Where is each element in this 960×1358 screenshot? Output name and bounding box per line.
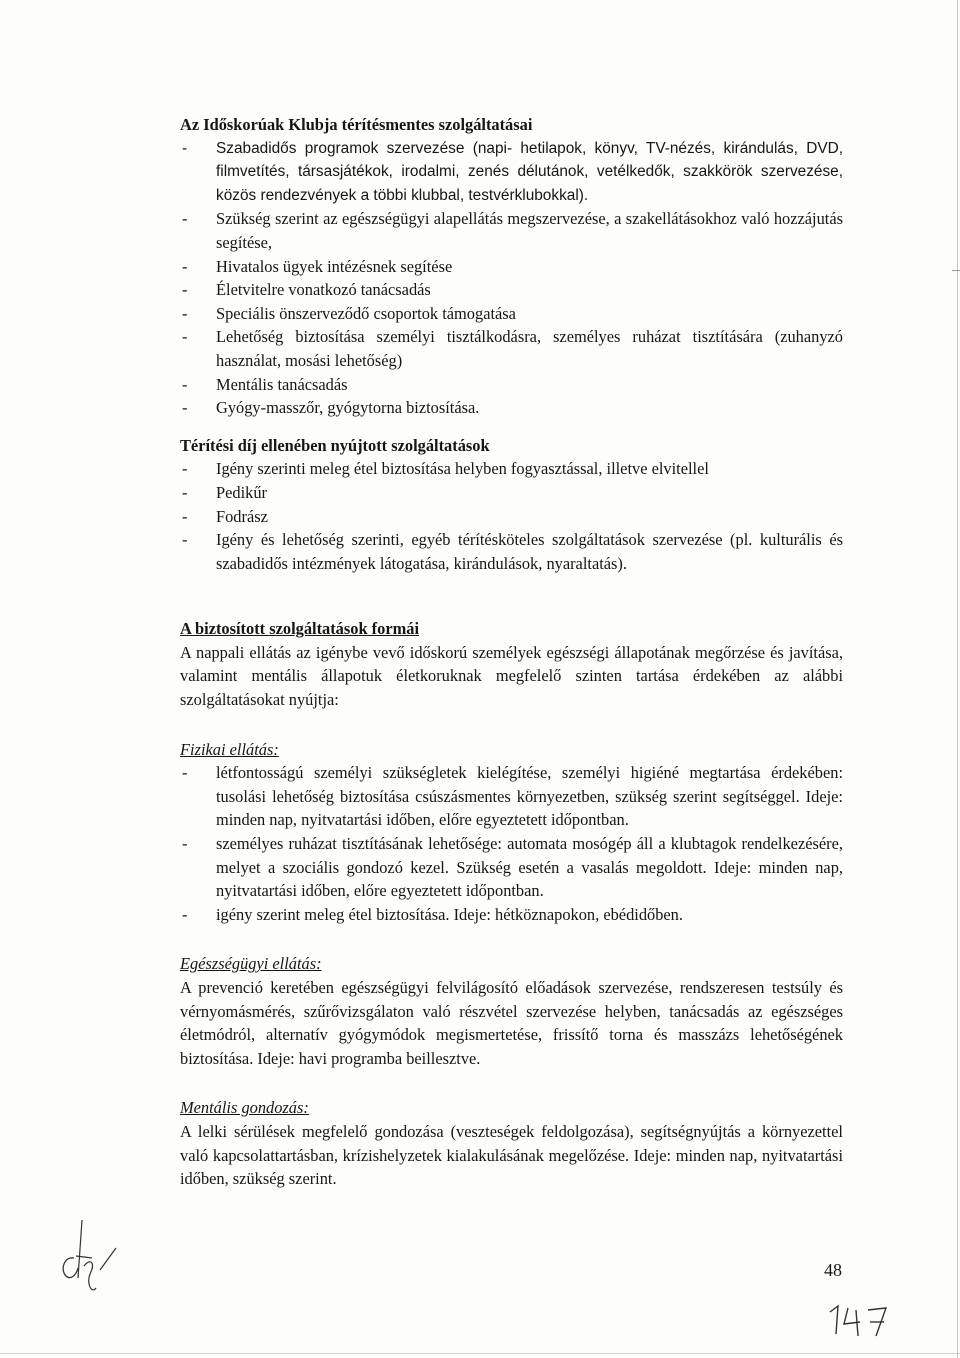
list-item: - Szükség szerint az egészségügyi alapellátás megszervezése, a szakellátásokhoz való hozzájutás segítése, — [180, 207, 843, 254]
list-item: - Életvitelre vonatkozó tanácsadás — [180, 278, 843, 302]
handwritten-page-number-text: 147 — [826, 1300, 828, 1301]
page-number: 48 — [824, 1260, 842, 1280]
handwritten-page-number — [826, 1300, 896, 1340]
scan-edge-bottom — [0, 1353, 960, 1354]
service-forms-intro: A nappali ellátás az igénybe vevő időskorú személyek egészségi állapotának megőrzése és javítása, valamint mentális állapotuk életkoruknak megfelelő szinten tartása érdekében az alábbi szolgáltatásokat nyújtja: — [180, 642, 843, 710]
section-title-free-services: Az Időskorúak Klubja térítésmentes szolgáltatásai — [180, 115, 533, 134]
free-services-list — [180, 137, 843, 420]
list-item: - létfontosságú személyi szükségletek kielégítése, személyi higiéné megtartása érdekében: tusolási lehetőség biztosítása csúszásmentes környezetben, szükség szerint segítséggel. Ideje: minden nap, nyitvatartási időben, előre egyeztetett időpontban. — [180, 761, 843, 832]
list-item: - Pedikűr — [180, 481, 843, 505]
section-title-paid-services: Térítési díj ellenében nyújtott szolgáltatások — [180, 435, 490, 455]
list-item: - Fodrász — [180, 505, 843, 529]
health-care-text: A prevenció keretében egészségügyi felvilágosító előadások szervezése, rendszeresen testsúly és vérnyomásmérés, szűrővizsgálaton való részvétel szervezése helyben, tanácsadás az egészséges életmódról, alternatív gyógymódok megismertetése, frissítő torna és masszázs lehetőségének biztosítása. Ideje: havi programba beillesztve. — [180, 978, 843, 1068]
paid-services-list — [180, 457, 843, 575]
scan-edge-right — [957, 0, 958, 1358]
list-item: - igény szerint meleg étel biztosítása. Ideje: hétköznapokon, ebédidőben. — [180, 903, 843, 927]
list-item: - személyes ruházat tisztításának lehetősége: automata mosógép áll a klubtagok rendelkezésére, melyet a szociális gondozó kezel. Szükség esetén a vasalás megoldott. Ideje: minden nap, nyitvatartási időben, előre egyeztetett időpontban. — [180, 832, 843, 903]
spacer — [180, 712, 843, 738]
physical-care-list — [180, 761, 843, 926]
subsection-title-physical-care: Fizikai ellátás: — [180, 739, 279, 759]
handwritten-signature — [52, 1218, 122, 1298]
list-item: - Igény szerinti meleg étel biztosítása helyben fogyasztással, illetve elvitellel — [180, 457, 843, 481]
list-item: - Igény és lehetőség szerinti, egyéb térítésköteles szolgáltatások szervezése (pl. kulturális és szabadidős intézmények látogatása, kirándulások, nyaraltatás). — [180, 528, 843, 575]
list-item: - Mentális tanácsadás — [180, 373, 843, 397]
document-body — [180, 113, 843, 1191]
subsection-title-health-care: Egészségügyi ellátás: — [180, 954, 322, 974]
mental-care-text: A lelki sérülések megfelelő gondozása (veszteségek feldolgozása), segítségnyújtás a környezettel való kapcsolattartásban, krízishelyzetek kialakulásának megelőzése. Ideje: minden nap, nyitvatartási időben, szükség szerint. — [180, 1121, 843, 1189]
list-item: - Szabadidős programok szervezése (napi- hetilapok, könyv, TV-nézés, kirándulás, DVD, filmvetítés, társasjátékok, irodalmi, zenés délutánok, vetélkedők, szakkörök szervezése, közös rendezvények a többi klubbal, testvérklubokkal). — [180, 137, 843, 208]
subsection-title-mental-care: Mentális gondozás: — [180, 1098, 309, 1118]
section-title-service-forms: A biztosított szolgáltatások formái — [180, 619, 420, 639]
list-item: - Lehetőség biztosítása személyi tisztálkodásra, személyes ruházat tisztítására (zuhanyzó használat, mosási lehetőség) — [180, 325, 843, 372]
list-item: - Gyógy-masszőr, gyógytorna biztosítása. — [180, 396, 843, 420]
spacer — [180, 575, 843, 617]
spacer — [180, 420, 843, 434]
list-item: - Hivatalos ügyek intézésnek segítése — [180, 255, 843, 279]
spacer — [180, 1070, 843, 1096]
spacer — [180, 926, 843, 952]
scan-mark — [952, 270, 960, 271]
list-item: - Speciális önszerveződő csoportok támogatása — [180, 302, 843, 326]
